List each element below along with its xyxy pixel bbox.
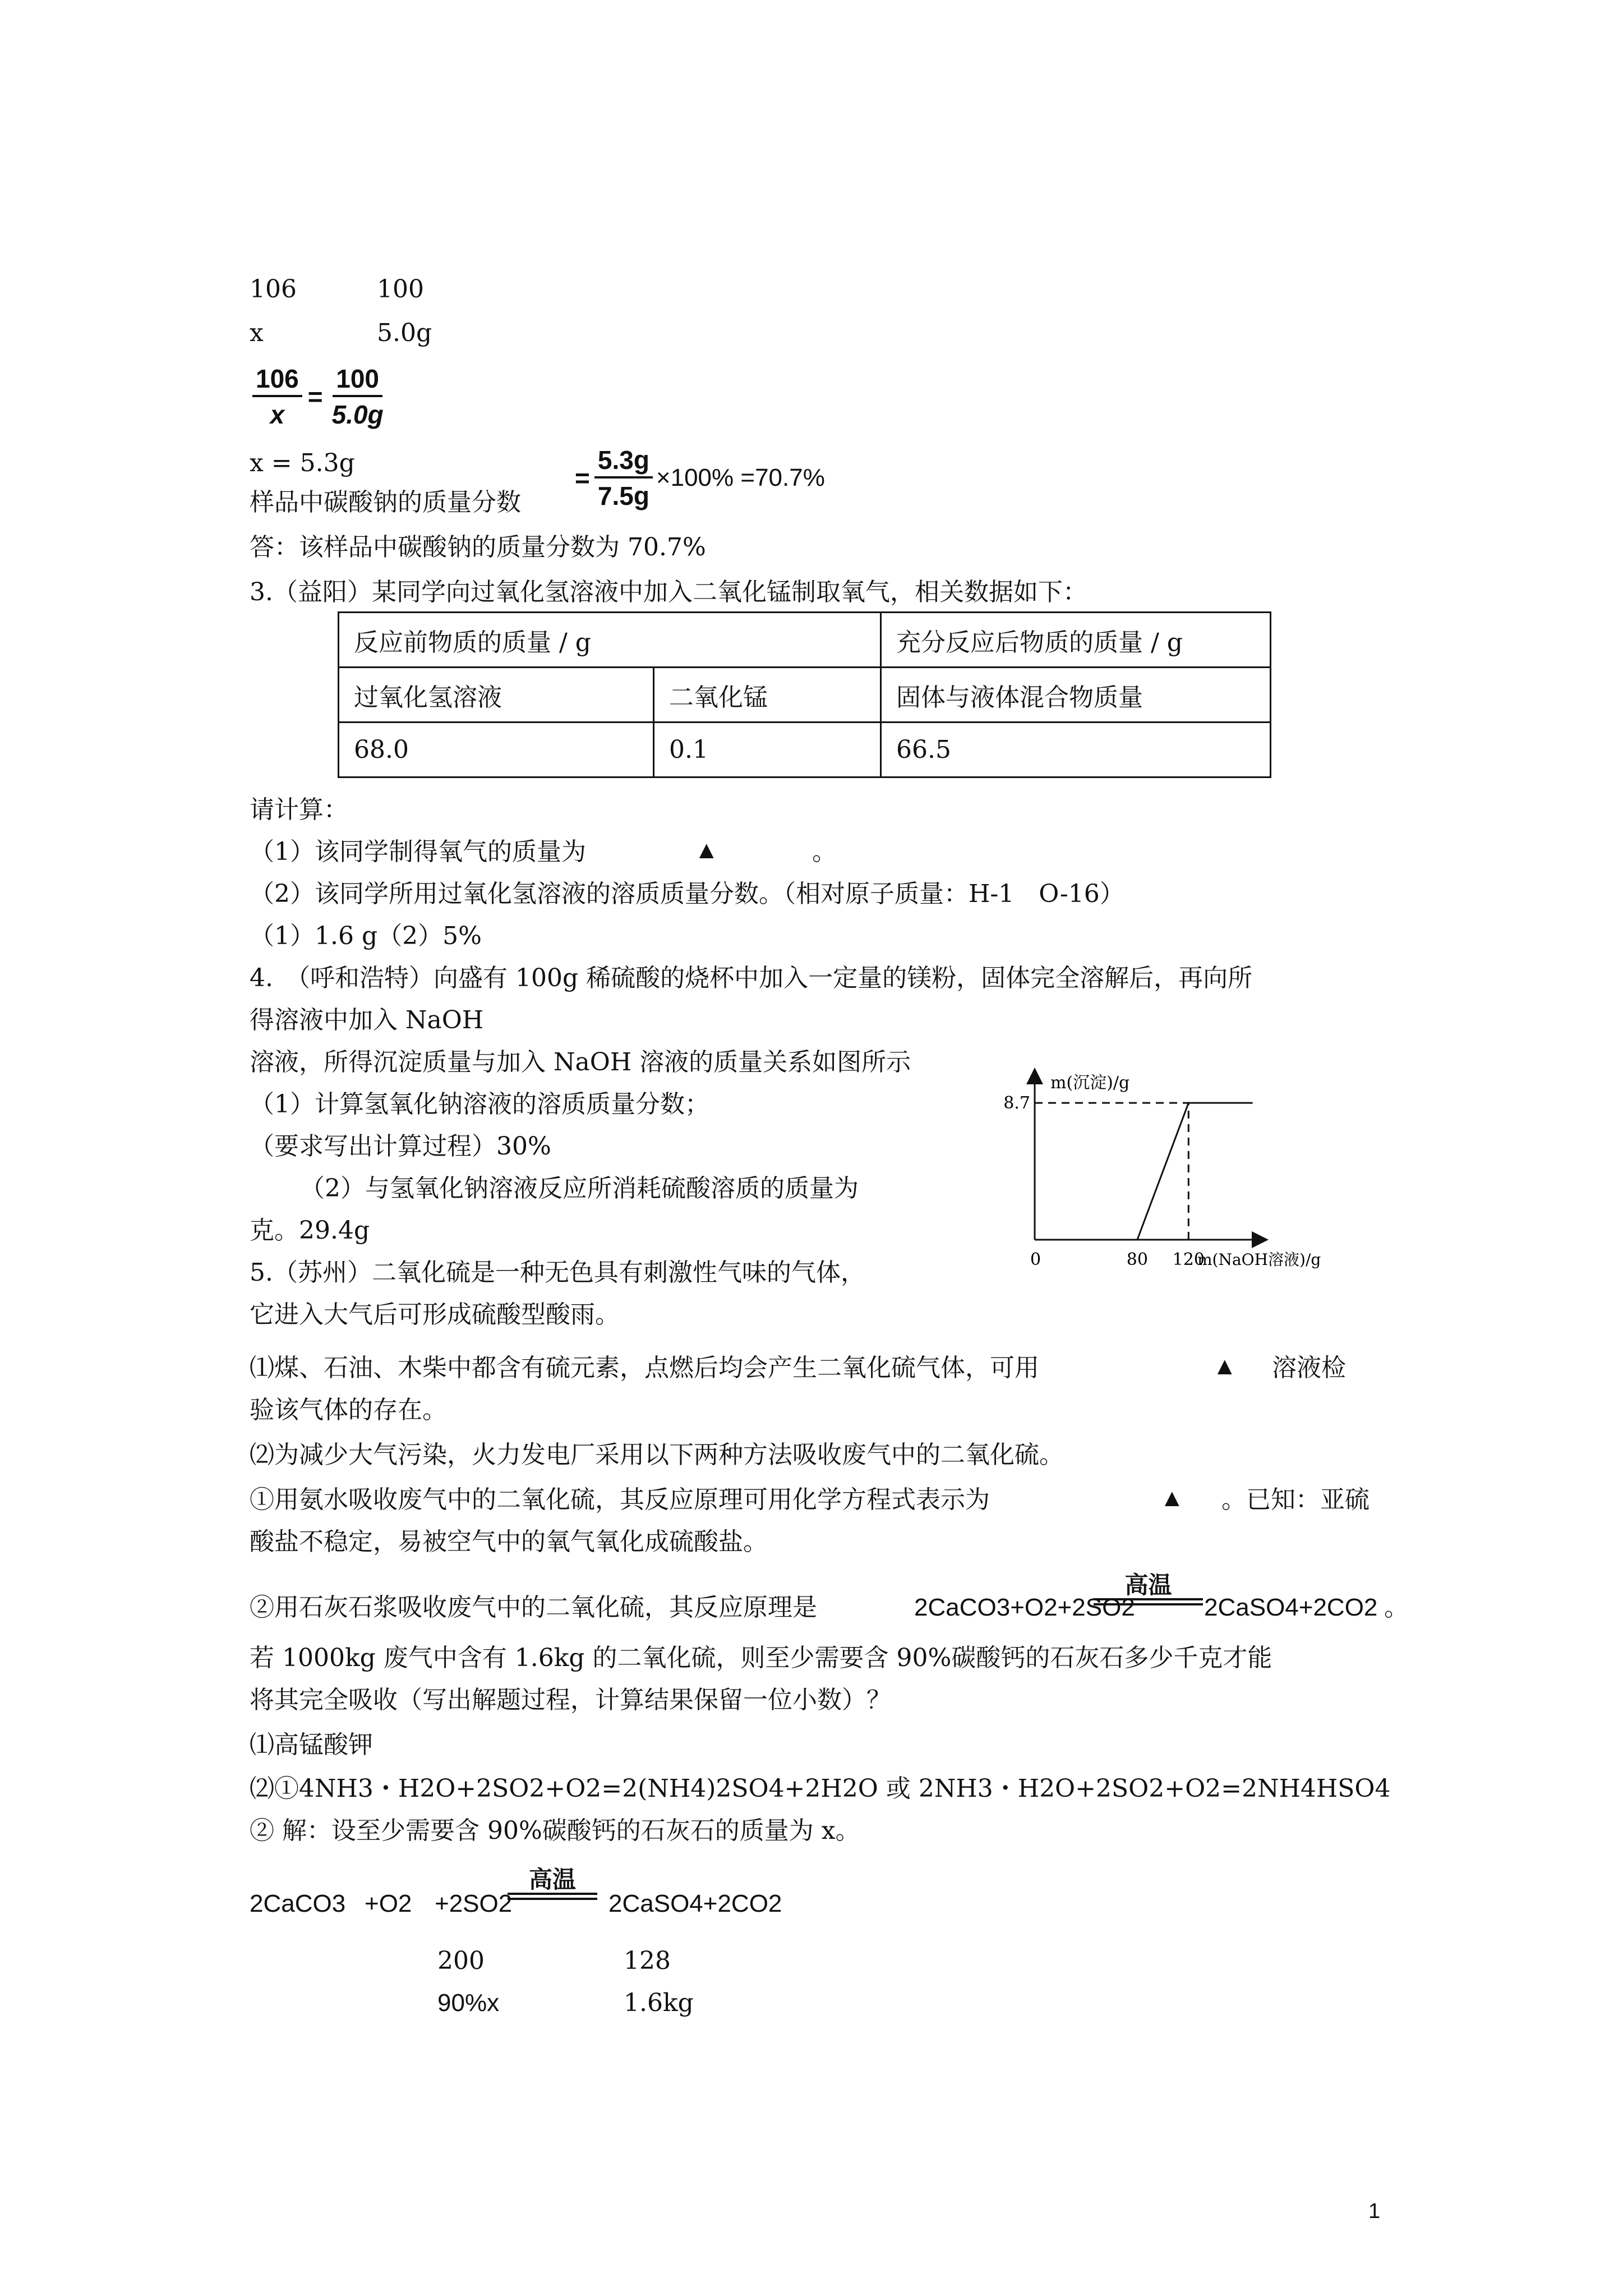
equals-double-line <box>508 1893 597 1900</box>
table-header-after: 充分反应后物质的质量 / g <box>881 613 1271 668</box>
q5-line10: 将其完全吸收（写出解题过程，计算结果保留一位小数）？ <box>250 1686 891 1714</box>
q3-answer: （1）1.6 g（2）5% <box>250 922 482 950</box>
equals-double-line <box>1094 1598 1203 1605</box>
q5-answer2: ⑵①4NH3・H2O+2SO2+O2=2(NH4)2SO4+2H2O 或 2NH3・H2O+2SO2+O2=2NH4HSO4 <box>250 1774 1391 1803</box>
fraction-left-numerator: 106 <box>252 364 302 397</box>
table-header-before: 反应前物质的质量 / g <box>339 613 881 668</box>
equation-term-caco3: 2CaCO3 <box>250 1890 346 1917</box>
q4-line6: （2）与氢氧化钠溶液反应所消耗硫酸溶质的质量为 <box>300 1174 859 1203</box>
q5-line6b: 。已知：亚硫 <box>1221 1485 1370 1514</box>
q5-line9: 若 1000kg 废气中含有 1.6kg 的二氧化硫，则至少需要含 90%碳酸钙的石灰石多少千克才能 <box>250 1644 1272 1672</box>
q5-line6a: ①用氨水吸收废气中的二氧化硫，其反应原理可用化学方程式表示为 <box>250 1485 990 1514</box>
equation-term-so2: +2SO2 <box>435 1890 513 1917</box>
calc-ratio-left-top: 200 <box>437 1947 485 1975</box>
reaction-condition <box>508 1868 597 1900</box>
formula-numerator: 5.3g <box>594 445 653 478</box>
calc-ratio-right-top: 100 <box>377 275 424 303</box>
q5-answer1: ⑴高锰酸钾 <box>250 1731 373 1759</box>
x-result: x = 5.3g <box>250 449 355 477</box>
q4-line2: 得溶液中加入 NaOH <box>250 1006 484 1034</box>
formula-equals: = <box>575 463 590 493</box>
q3-heading: 3.（益阳）某同学向过氧化氢溶液中加入二氧化锰制取氧气，相关数据如下： <box>250 578 1087 606</box>
equation-end: 。 <box>1384 1593 1409 1622</box>
q5-line5: ⑵为减少大气污染，火力发电厂采用以下两种方法吸收废气中的二氧化硫。 <box>250 1441 1064 1469</box>
q3-prompt: 请计算： <box>250 795 348 824</box>
q4-line4: （1）计算氢氧化钠溶液的溶质质量分数； <box>250 1090 709 1119</box>
calc-ratio-right-bottom: 5.0g <box>377 319 432 347</box>
calc-ratio-left-top: 106 <box>250 275 297 303</box>
condition-label: 高温 <box>528 1866 576 1893</box>
calc-ratio-right-bottom: 1.6kg <box>624 1989 694 2017</box>
q4-line7: 克。29.4g <box>250 1216 370 1245</box>
blank-marker: ▲ <box>1212 1352 1237 1380</box>
q5-answer3: ② 解：设至少需要含 90%碳酸钙的石灰石的质量为 x。 <box>250 1816 860 1845</box>
equals-sign: = <box>307 382 323 411</box>
table-row <box>339 668 1271 723</box>
page-number: 1 <box>1368 2200 1381 2223</box>
table-col-h2o2: 过氧化氢溶液 <box>339 668 654 723</box>
q5-line2: 它进入大气后可形成硫酸型酸雨。 <box>250 1300 620 1329</box>
table-cell: 66.5 <box>881 723 1271 777</box>
calc-ratio-right-top: 128 <box>624 1947 671 1975</box>
y-axis-label: m(沉淀)/g <box>1050 1073 1130 1093</box>
q5-line1: 5.（苏州）二氧化硫是一种无色具有刺激性气味的气体， <box>250 1258 865 1287</box>
data-series-line <box>1137 1103 1253 1240</box>
mass-fraction-label: 样品中碳酸钠的质量分数 <box>250 488 521 517</box>
formula-denominator: 7.5g <box>597 481 649 510</box>
condition-label: 高温 <box>1124 1572 1172 1598</box>
q4-line1: 4. （呼和浩特）向盛有 100g 稀硫酸的烧杯中加入一定量的镁粉，固体完全溶解后，再向所 <box>250 964 1253 992</box>
calc-ratio-left-bottom: x <box>250 319 264 347</box>
q3-sub1-end: 。 <box>812 838 837 866</box>
table-col-mixture: 固体与液体混合物质量 <box>881 668 1271 723</box>
fraction-right-denominator: 5.0g <box>331 400 384 429</box>
table-row <box>339 613 1271 668</box>
table-cell: 68.0 <box>339 723 654 777</box>
table-col-mno2: 二氧化锰 <box>654 668 881 723</box>
q4-line3: 溶液，所得沉淀质量与加入 NaOH 溶液的质量关系如图所示 <box>250 1048 911 1076</box>
equation-rhs: 2CaSO4+2CO2 <box>1204 1594 1378 1621</box>
q5-line3b: 溶液检 <box>1272 1354 1346 1382</box>
blank-marker: ▲ <box>694 836 719 864</box>
blank-marker: ▲ <box>1160 1484 1184 1512</box>
table-row <box>339 723 1271 777</box>
equation-term-products: 2CaSO4+2CO2 <box>608 1890 782 1917</box>
y-tick-label: 8.7 <box>1003 1093 1030 1114</box>
formula-tail: ×100% =70.7% <box>656 464 825 491</box>
x-tick-label: 80 <box>1126 1250 1148 1269</box>
x-axis-label: m(NaOH溶液)/g <box>1197 1250 1321 1269</box>
origin-label: 0 <box>1030 1250 1041 1269</box>
reaction-condition <box>1094 1573 1203 1605</box>
q3-sub2: （2）该同学所用过氧化氢溶液的溶质质量分数。（相对原子质量：H-1 O-16） <box>250 880 1124 908</box>
fraction-left-denominator: x <box>270 400 285 429</box>
q3-sub1: （1）该同学制得氧气的质量为 <box>250 838 586 866</box>
table-cell: 0.1 <box>654 723 881 777</box>
q4-line5: （要求写出计算过程）30% <box>250 1132 551 1161</box>
q5-line8a: ②用石灰石浆吸收废气中的二氧化硫，其反应原理是 <box>250 1593 817 1622</box>
equation-term-o2: +O2 <box>365 1890 412 1917</box>
q5-line7: 酸盐不稳定，易被空气中的氧气氧化成硫酸盐。 <box>250 1527 768 1556</box>
mass-fraction-formula <box>575 445 825 511</box>
q5-line3a: ⑴煤、石油、木柴中都含有硫元素，点燃后均会产生二氧化硫气体，可用 <box>250 1354 1039 1382</box>
answer-line: 答：该样品中碳酸钠的质量分数为 70.7% <box>250 533 706 562</box>
q3-data-table <box>338 611 1271 778</box>
precipitation-chart <box>1003 1071 1349 1279</box>
q5-line4: 验该气体的存在。 <box>250 1396 447 1424</box>
calc-ratio-left-bottom: 90%x <box>437 1989 500 2017</box>
fraction-right-numerator: 100 <box>333 364 382 397</box>
proportion-equation <box>252 364 387 430</box>
equation-lhs: 2CaCO3+O2+2SO2 <box>914 1594 1135 1621</box>
x-tick-label: 120 <box>1172 1250 1205 1269</box>
